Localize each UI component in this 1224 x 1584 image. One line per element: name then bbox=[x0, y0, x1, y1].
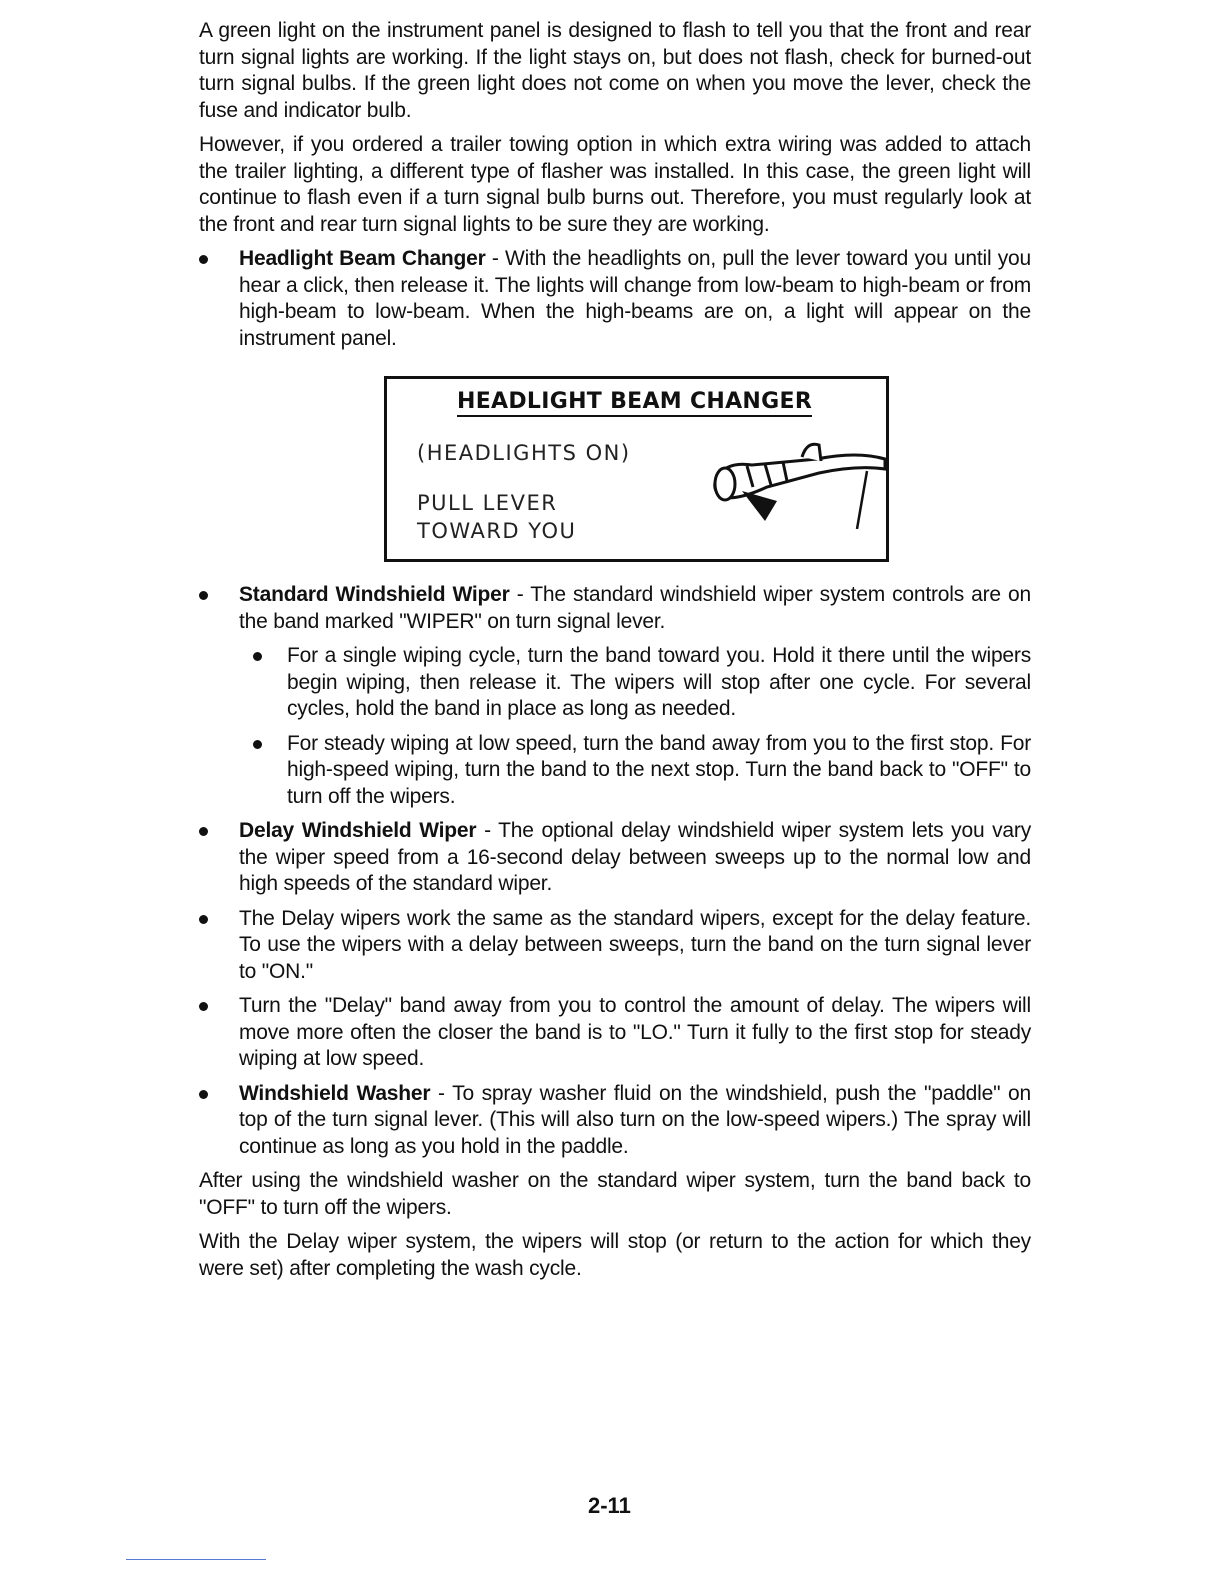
bullet-text: - The standard windshield wiper system controls are on the band marked "WIPER" on turn signal lever. bbox=[239, 583, 1031, 633]
figure-label-pull-lever: PULL LEVER bbox=[417, 491, 558, 515]
bullet-heading: Delay Windshield Wiper bbox=[239, 819, 477, 842]
bullet-heading: Windshield Washer bbox=[239, 1081, 431, 1105]
paragraph-trailer-towing: However, if you ordered a trailer towing option in which extra wiring was added to attach the trailer lighting, a different type of flasher was installed. In this case, the green light will continue to flash even if a turn signal bulb burns out. Therefore, you must regularly look at the front and rear turn signal lights to be sure they are working. bbox=[199, 133, 1031, 236]
bullet-text: - The optional delay windshield wiper system lets you vary the wiper speed from a 16-second delay between sweeps up to the normal low and high speeds of the standard wiper. bbox=[239, 819, 1031, 895]
bullet-text: Turn the "Delay" band away from you to control the amount of delay. The wipers will move more often the closer the band is to "LO." Turn it fully to the first stop for steady wiping at low speed. bbox=[239, 994, 1031, 1070]
page-number: 2-11 bbox=[588, 1493, 631, 1518]
manual-page bbox=[199, 18, 1031, 1290]
footer-rule bbox=[126, 1559, 266, 1560]
bullet-icon bbox=[199, 1002, 208, 1011]
bullet-text: - With the headlights on, pull the lever toward you until you hear a click, then release it. The lights will change from low-beam to high-beam or from high-beam to low-beam. When the high-beams are on, a light will appear on the instrument panel. bbox=[239, 247, 1031, 350]
bullet-text: For a single wiping cycle, turn the band toward you. Hold it there until the wipers begin wiping, then release it. The wipers will stop after one cycle. For several cycles, hold the band in place as long as needed. bbox=[287, 644, 1031, 720]
figure-label-headlights-on: (HEADLIGHTS ON) bbox=[417, 441, 631, 465]
bullet-icon bbox=[199, 827, 208, 836]
bullet-standard-wiper bbox=[199, 582, 1031, 635]
bullet-text: - To spray washer fluid on the windshield, push the "paddle" on top of the turn signal lever. (This will also turn on the low-speed wipers.) The spray will continue as long as you hold in the paddle. bbox=[239, 1081, 1031, 1158]
bullet-icon bbox=[199, 255, 208, 264]
bullet-icon bbox=[199, 1090, 208, 1099]
bullet-icon bbox=[253, 652, 262, 661]
bullet-delay-same bbox=[199, 906, 1031, 986]
figure-title: HEADLIGHT BEAM CHANGER bbox=[457, 389, 812, 417]
paragraph-green-light: A green light on the instrument panel is designed to flash to tell you that the front and rear turn signal lights are working. If the light stays on, but does not flash, check for burned-out turn signal bulbs. If the green light does not come on when you move the lever, check the fuse and indicator bulb. bbox=[199, 19, 1031, 122]
turn-signal-lever-illustration bbox=[707, 439, 887, 529]
paragraph-delay-washer: With the Delay wiper system, the wipers will stop (or return to the action for which they were set) after completing the wash cycle. bbox=[199, 1230, 1031, 1280]
bullet-windshield-washer bbox=[199, 1081, 1031, 1161]
paragraph-after-washer: After using the windshield washer on the standard wiper system, turn the band back to "OFF" to turn off the wipers. bbox=[199, 1169, 1031, 1219]
bullet-text: For steady wiping at low speed, turn the band away from you to the first stop. For high-speed wiping, turn the band to the next stop. Turn the band back to "OFF" to turn off the wipers. bbox=[287, 731, 1031, 808]
bullet-delay-wiper bbox=[199, 818, 1031, 898]
bullet-icon bbox=[253, 740, 262, 749]
headlight-beam-changer-figure bbox=[384, 376, 889, 562]
bullet-delay-band bbox=[199, 993, 1031, 1073]
bullet-heading: Standard Windshield Wiper bbox=[239, 583, 510, 606]
bullet-text: The Delay wipers work the same as the standard wipers, except for the delay feature. To use the wipers with a delay between sweeps, turn the band on the turn signal lever to "ON." bbox=[239, 906, 1031, 983]
sub-bullet-single-cycle bbox=[199, 643, 1031, 723]
bullet-headlight-beam-changer bbox=[199, 246, 1031, 352]
figure-label-toward-you: TOWARD YOU bbox=[417, 519, 577, 543]
bullet-icon bbox=[199, 591, 208, 600]
sub-bullet-steady-wiping bbox=[199, 731, 1031, 811]
bullet-icon bbox=[199, 915, 208, 924]
bullet-heading: Headlight Beam Changer bbox=[239, 247, 486, 270]
